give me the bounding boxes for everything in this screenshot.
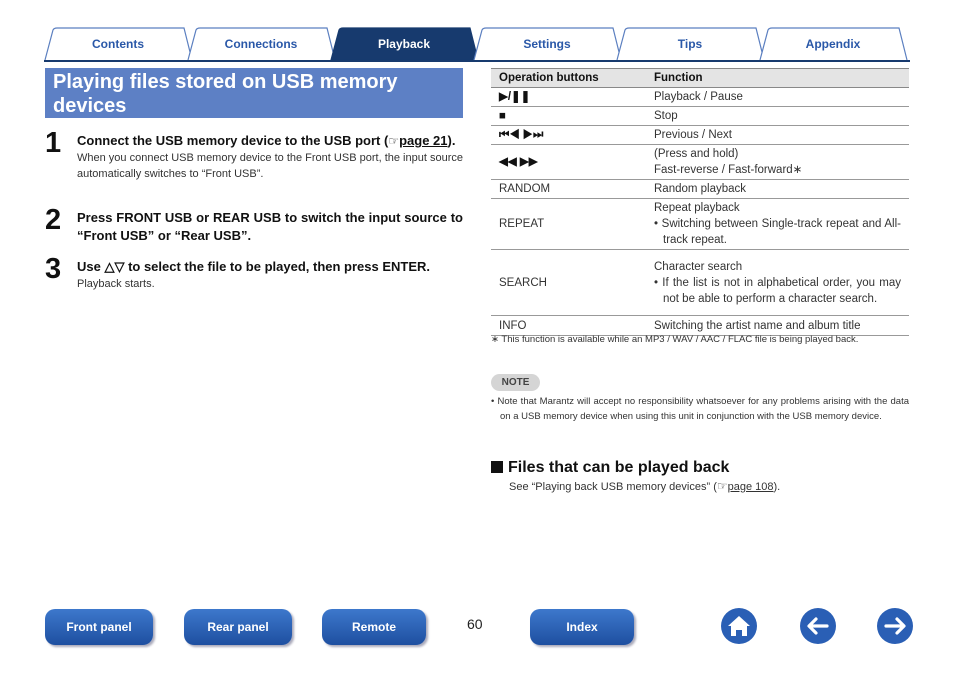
column-header-function: Function bbox=[646, 69, 909, 88]
function-cell: Random playback bbox=[646, 180, 909, 199]
function-bullet: • If the list is not in alphabetical order, you may not be able to perform a character search. bbox=[654, 276, 901, 305]
column-header-buttons: Operation buttons bbox=[491, 69, 646, 88]
front-panel-button[interactable]: Front panel bbox=[45, 609, 153, 645]
step-heading: Use △▽ to select the file to be played, then press ENTER. bbox=[77, 259, 431, 274]
footnote: ∗ This function is available while an MP3 / WAV / AAC / FLAC file is being played back. bbox=[491, 334, 859, 345]
operation-table bbox=[491, 68, 909, 336]
table-row bbox=[491, 145, 909, 180]
table-row bbox=[491, 199, 909, 250]
function-cell: Switching the artist name and album title bbox=[646, 316, 909, 336]
pointing-hand-icon: ☞ bbox=[716, 479, 728, 493]
index-button[interactable]: Index bbox=[530, 609, 634, 645]
table-row bbox=[491, 126, 909, 145]
home-icon[interactable] bbox=[720, 607, 758, 645]
page-number: 60 bbox=[467, 616, 483, 632]
step-1 bbox=[45, 127, 463, 182]
square-bullet-icon bbox=[491, 461, 503, 473]
step-number: 3 bbox=[45, 253, 62, 285]
table-row bbox=[491, 88, 909, 107]
page-link[interactable]: page 108 bbox=[727, 481, 774, 493]
search-symbol: ◀◀ ▶▶ bbox=[491, 145, 646, 180]
files-heading-text: Files that can be played back bbox=[508, 459, 730, 476]
step-3 bbox=[45, 253, 463, 292]
step-2 bbox=[45, 204, 463, 245]
function-bullet: • Switching between Single-track repeat and All-track repeat. bbox=[654, 218, 901, 246]
tab-contents[interactable]: Contents bbox=[92, 37, 144, 51]
button-name: SEARCH bbox=[491, 250, 646, 316]
button-name: INFO bbox=[491, 316, 646, 336]
function-cell bbox=[646, 199, 909, 250]
step-heading-text: Connect the USB memory device to the USB port ( bbox=[77, 133, 389, 148]
function-cell: Playback / Pause bbox=[646, 88, 909, 107]
function-line: Repeat playback bbox=[654, 202, 740, 214]
table-row bbox=[491, 180, 909, 199]
page-link[interactable]: page 21 bbox=[399, 133, 448, 148]
function-cell bbox=[646, 145, 909, 180]
function-line: Fast-reverse / Fast-forward∗ bbox=[654, 164, 803, 176]
button-name: REPEAT bbox=[491, 199, 646, 250]
pointing-hand-icon: ☞ bbox=[388, 134, 400, 148]
tab-underline bbox=[44, 60, 910, 62]
function-line: Character search bbox=[654, 260, 743, 273]
step-heading: Press FRONT USB or REAR USB to switch the input source to “Front USB” or “Rear USB”. bbox=[77, 210, 463, 243]
step-number: 2 bbox=[45, 204, 62, 236]
files-heading bbox=[491, 459, 729, 477]
files-reference-text: See “Playing back USB memory devices” ( bbox=[509, 481, 717, 493]
button-name: RANDOM bbox=[491, 180, 646, 199]
step-heading bbox=[77, 132, 463, 150]
note-text: • Note that Marantz will accept no responsibility whatsoever for any problems arising with the data on a USB memory device when using this unit in conjunction with the USB memory device. bbox=[491, 396, 909, 422]
function-cell: Previous / Next bbox=[646, 126, 909, 145]
table-header-row bbox=[491, 69, 909, 88]
tab-connections[interactable]: Connections bbox=[224, 37, 298, 51]
section-title-bar bbox=[45, 68, 463, 118]
page-title: Playing files stored on USB memory devices bbox=[53, 71, 398, 117]
top-tab-bar bbox=[44, 27, 910, 61]
note-badge: NOTE bbox=[491, 374, 540, 391]
tab-appendix[interactable]: Appendix bbox=[805, 37, 861, 51]
tab-tips[interactable]: Tips bbox=[677, 37, 703, 51]
table-row bbox=[491, 107, 909, 126]
files-reference bbox=[509, 479, 780, 493]
table-row bbox=[491, 250, 909, 316]
function-cell bbox=[646, 250, 909, 316]
step-heading-end: ). bbox=[447, 133, 456, 148]
function-line: (Press and hold) bbox=[654, 148, 739, 160]
rear-panel-button[interactable]: Rear panel bbox=[184, 609, 292, 645]
stop-symbol: ■ bbox=[491, 107, 646, 126]
tab-settings[interactable]: Settings bbox=[523, 37, 571, 51]
step-description: When you connect USB memory device to the Front USB port, the input source automatically switches to “Front USB”. bbox=[77, 152, 463, 180]
remote-button[interactable]: Remote bbox=[322, 609, 426, 645]
play-pause-symbol: ▶/❚❚ bbox=[491, 88, 646, 107]
forward-arrow-icon[interactable] bbox=[876, 607, 914, 645]
function-cell: Stop bbox=[646, 107, 909, 126]
step-description: Playback starts. bbox=[77, 278, 155, 290]
back-arrow-icon[interactable] bbox=[799, 607, 837, 645]
tab-playback[interactable]: Playback bbox=[377, 37, 431, 51]
skip-symbol: ⏮◀ ▶⏭ bbox=[491, 126, 646, 145]
step-number: 1 bbox=[45, 127, 62, 159]
files-reference-end: ). bbox=[773, 481, 781, 493]
